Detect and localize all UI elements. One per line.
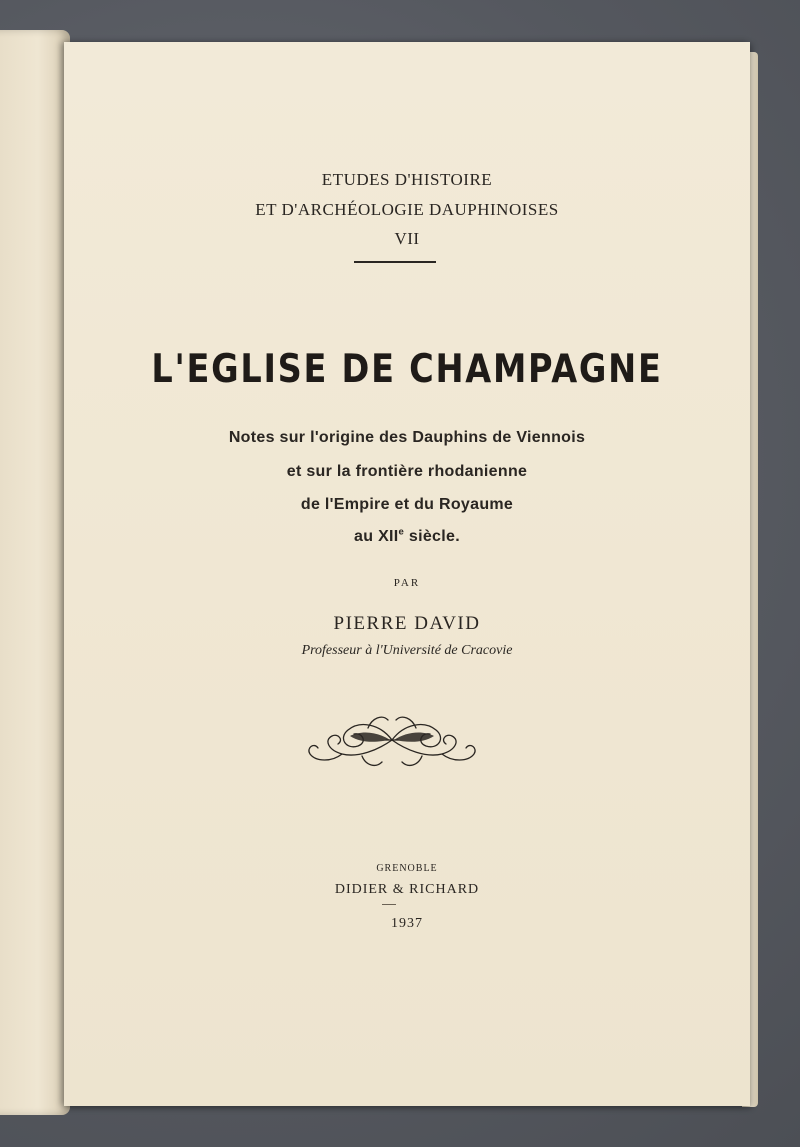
- series-volume: VII: [394, 229, 420, 248]
- series-rule: [354, 261, 436, 263]
- series-line-1: ETUDES D'HISTOIRE: [321, 170, 493, 189]
- series-line-2: ET D'ARCHÉOLOGIE DAUPHINOISES: [255, 200, 559, 219]
- book-title: L'EGLISE DE CHAMPAGNE: [151, 347, 663, 392]
- imprint-city: GRENOBLE: [376, 863, 438, 874]
- title-wrap: [64, 347, 750, 392]
- subtitle-line-4-suffix: siècle.: [404, 528, 460, 545]
- subtitle-line-4-sup: e: [398, 526, 405, 538]
- ornament-flourish-icon: [302, 710, 482, 772]
- by-label: PAR: [393, 577, 421, 589]
- imprint-rule: [382, 904, 396, 905]
- imprint-year: 1937: [391, 916, 423, 931]
- left-page: [0, 30, 70, 1115]
- author-name: PIERRE DAVID: [333, 613, 481, 634]
- subtitle-line-1: Notes sur l'origine des Dauphins de Viennois: [228, 429, 586, 446]
- subtitle-line-4-prefix: au XII: [354, 528, 399, 545]
- subtitle-line-2: et sur la frontière rhodanienne: [286, 463, 528, 480]
- author-affiliation: Professeur à l'Université de Cracovie: [301, 643, 513, 658]
- title-page: [64, 42, 750, 1106]
- subtitle-line-4: [64, 528, 750, 546]
- imprint-publisher: DIDIER & RICHARD: [334, 882, 480, 897]
- subtitle-line-3: de l'Empire et du Royaume: [300, 496, 514, 513]
